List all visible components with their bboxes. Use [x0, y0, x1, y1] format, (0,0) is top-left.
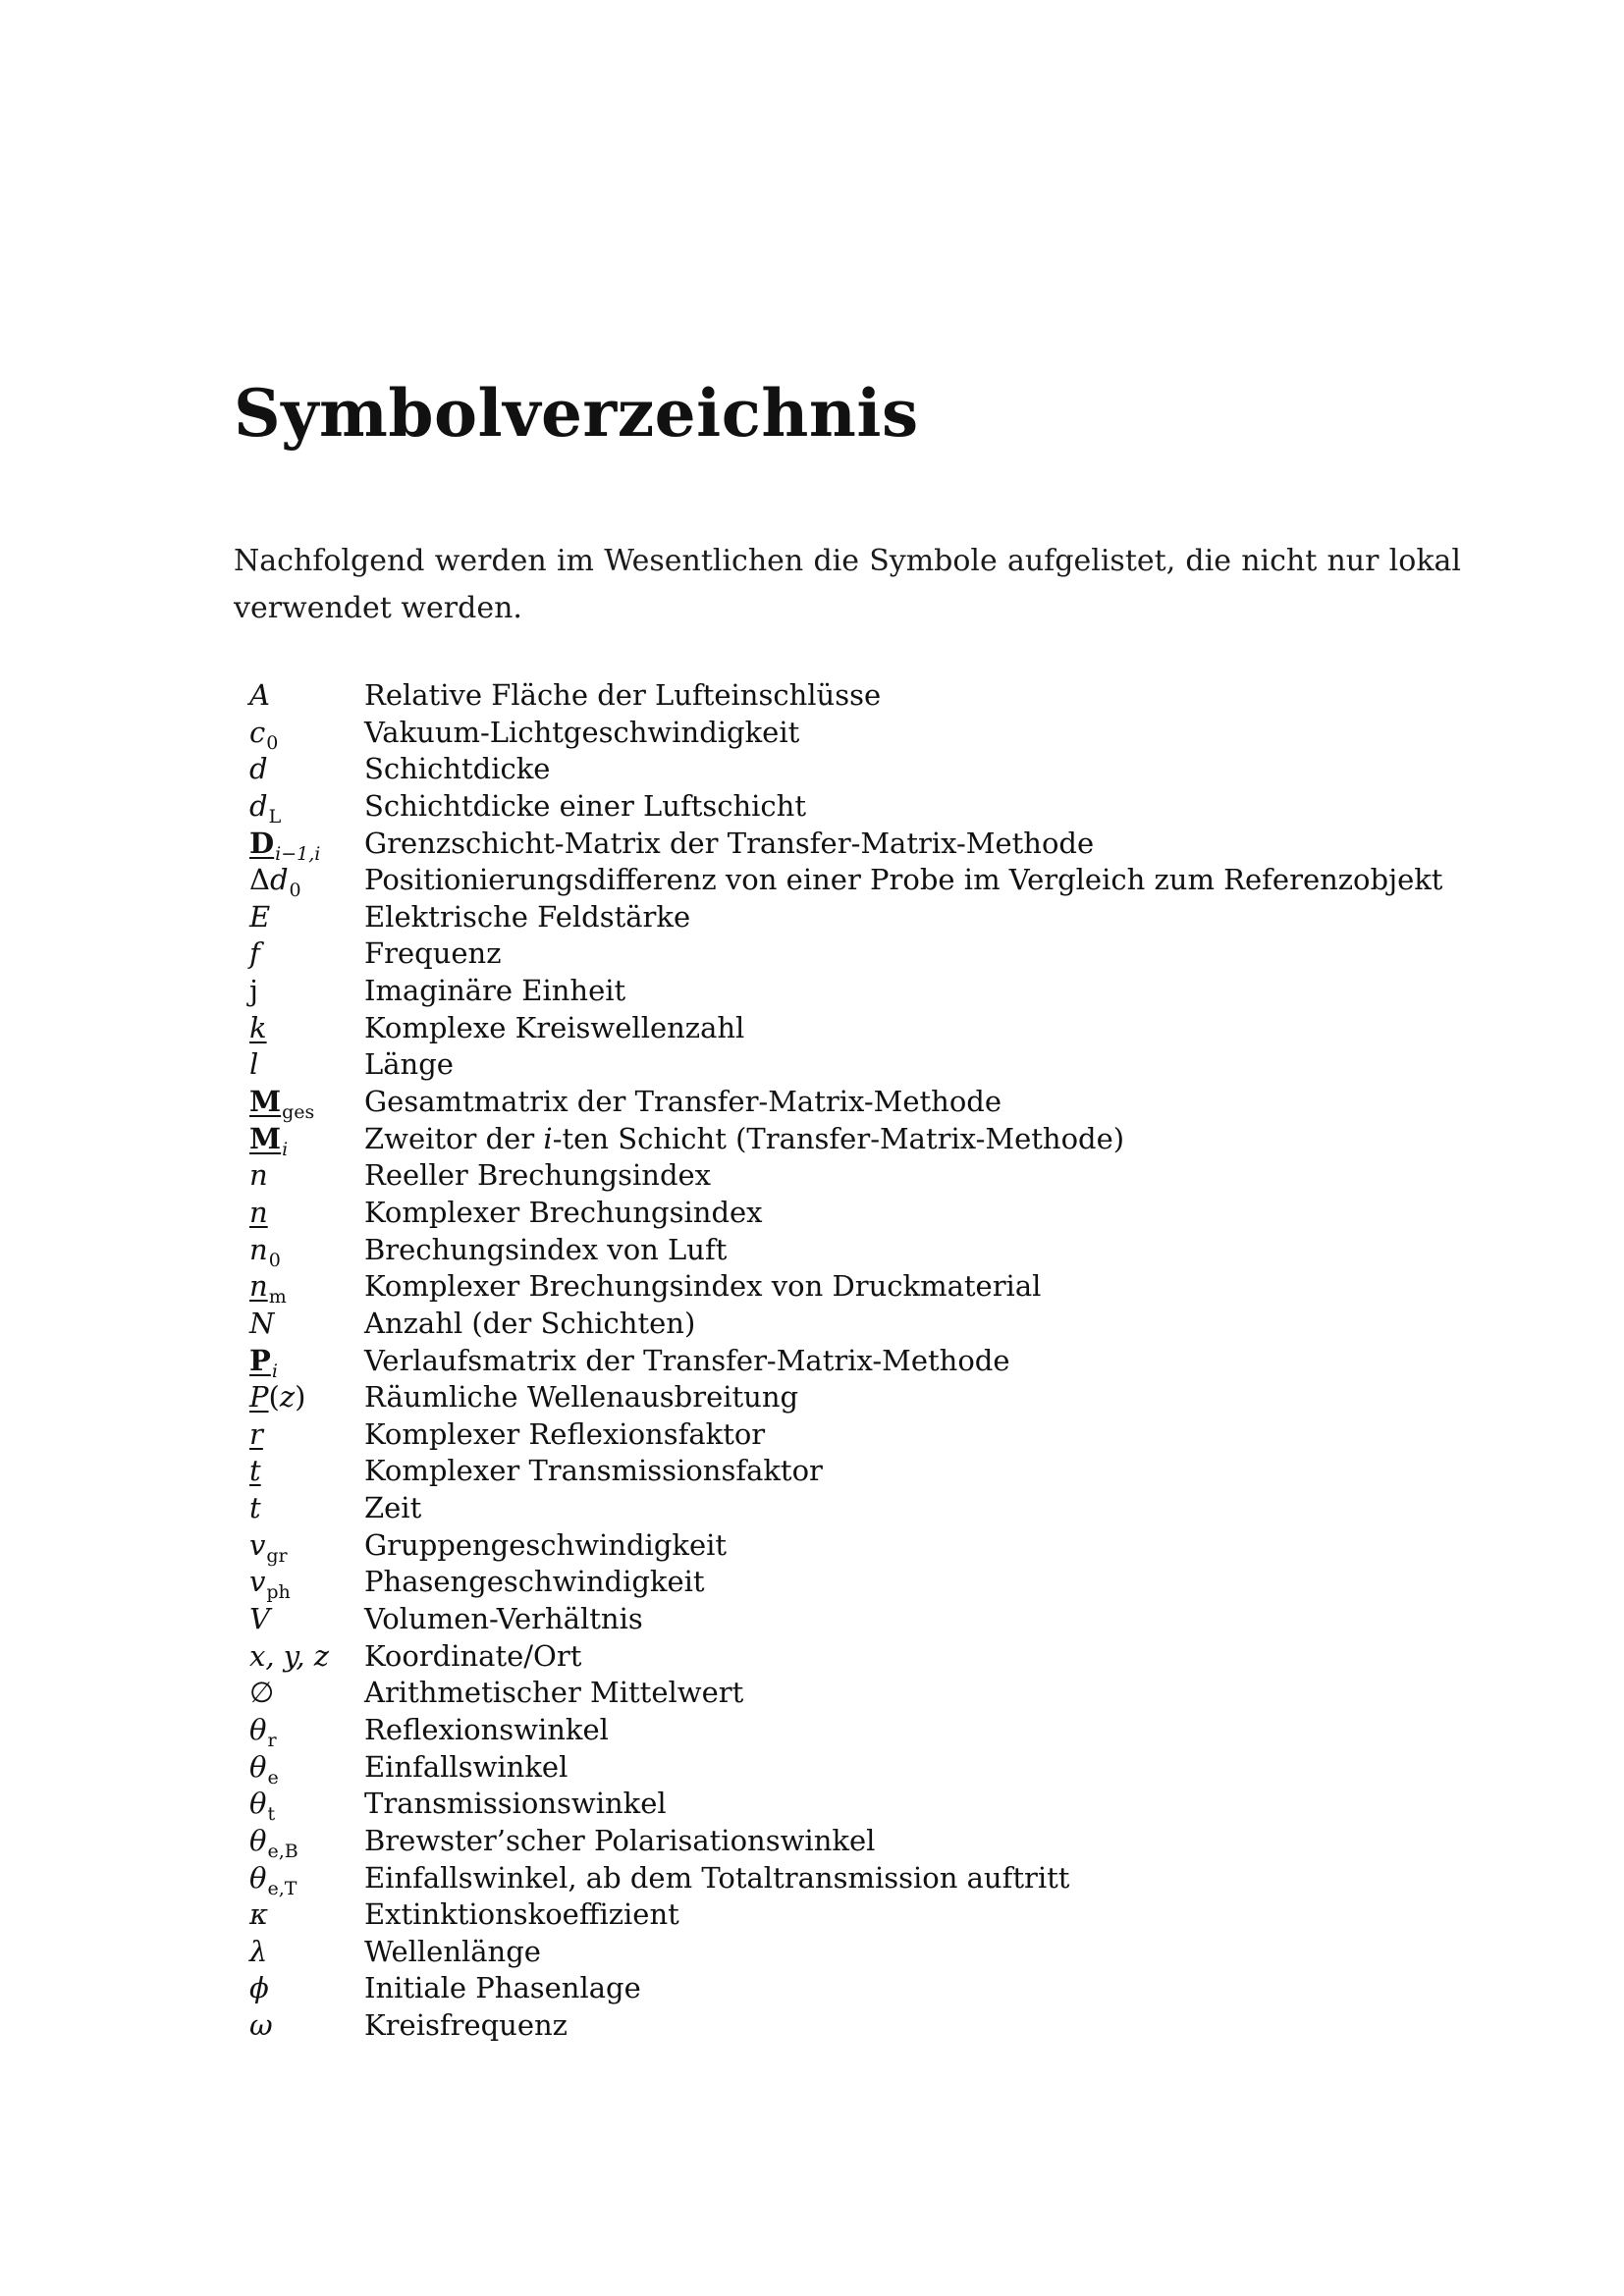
symbol — [234, 2007, 364, 2045]
symbol-description: Anzahl (der Schichten) — [364, 1306, 696, 1340]
symbol-base: d — [249, 752, 268, 786]
page-title: Symbolverzeichnis — [234, 375, 919, 452]
symbol-base: j — [249, 974, 258, 1008]
symbol-description: Phasengeschwindigkeit — [364, 1565, 705, 1599]
symbol-base: t — [249, 1454, 261, 1488]
symbol-row — [234, 1268, 1442, 1306]
symbol-description: Grenzschicht-Matrix der Transfer-Matrix-Methode — [364, 826, 1095, 860]
symbol-description: Verlaufsmatrix der Transfer-Matrix-Methode — [364, 1343, 1010, 1377]
symbol-subscript: i — [282, 1138, 289, 1160]
symbol-row — [234, 677, 1442, 715]
symbol — [234, 1195, 364, 1232]
symbol-subscript: e,T — [267, 1877, 298, 1899]
symbol-base: θ — [249, 1823, 267, 1857]
symbol-list — [234, 677, 1442, 2045]
symbol-subscript: ges — [282, 1101, 315, 1124]
symbol-subscript: r — [267, 1729, 277, 1751]
symbol — [234, 935, 364, 973]
symbol — [234, 1453, 364, 1490]
symbol-row — [234, 1416, 1442, 1454]
symbol-base: V — [249, 1602, 270, 1636]
symbol-subscript: e,B — [267, 1840, 298, 1862]
symbol-base: ϕ — [249, 1971, 269, 2005]
symbol-row — [234, 862, 1443, 902]
symbol — [234, 1675, 364, 1712]
symbol-prefix: Δ — [249, 863, 270, 897]
symbol-base: θ — [249, 1787, 267, 1821]
description-text: Zweitor der — [364, 1121, 544, 1155]
symbol-row — [234, 826, 1442, 863]
symbol-row — [234, 1638, 1442, 1676]
symbol-subscript: gr — [266, 1544, 288, 1567]
symbol-base: n — [249, 1195, 268, 1229]
symbol-base: r — [249, 1416, 263, 1451]
symbol-subscript: e — [267, 1766, 279, 1789]
symbol-row — [234, 973, 1442, 1010]
symbol-subscript: m — [268, 1286, 287, 1308]
symbol-description: Einfallswinkel, ab dem Totaltransmission auftritt — [364, 1860, 1070, 1895]
symbol — [234, 1416, 364, 1454]
symbol-base: v — [249, 1527, 266, 1562]
symbol-base: v — [249, 1565, 266, 1599]
symbol-argument-variable: z — [279, 1380, 296, 1415]
symbol-description: Kreisfrequenz — [364, 2008, 568, 2043]
symbol-description: Komplexer Brechungsindex — [364, 1195, 763, 1229]
symbol-base: θ — [249, 1749, 267, 1784]
symbol-description: Komplexer Brechungsindex von Druckmaterial — [364, 1269, 1042, 1304]
symbol — [234, 1046, 364, 1084]
symbol — [234, 899, 364, 936]
symbol-subscript: 0 — [289, 880, 301, 902]
symbol-description: Arithmetischer Mittelwert — [364, 1676, 744, 1710]
symbol-description: Einfallswinkel — [364, 1749, 568, 1784]
symbol-row — [234, 899, 1442, 936]
symbol-description: Länge — [364, 1047, 454, 1082]
symbol — [234, 1157, 364, 1195]
symbol-argument — [269, 1380, 306, 1414]
description-text: -ten Schicht (Transfer-Matrix-Methode) — [552, 1121, 1125, 1155]
symbol-row — [234, 1970, 1442, 2007]
symbol-row — [234, 1084, 1442, 1124]
symbol-row — [234, 1749, 1442, 1787]
symbol-row — [234, 1232, 1442, 1269]
symbol-row — [234, 1046, 1442, 1084]
symbol-row — [234, 1934, 1442, 1971]
symbol-base: d — [249, 788, 268, 823]
symbol-base: M — [249, 1085, 282, 1119]
symbol-subscript: 0 — [266, 731, 279, 754]
symbol-row — [234, 1453, 1442, 1490]
symbol-subscript: L — [268, 805, 282, 828]
symbol-base: k — [249, 1010, 267, 1044]
symbol-description: Reflexionswinkel — [364, 1712, 609, 1746]
symbol-base: κ — [249, 1897, 269, 1932]
symbol-description: Schichtdicke — [364, 752, 551, 786]
symbol-base: ω — [249, 2008, 273, 2043]
symbol-base: f — [249, 936, 260, 971]
symbol-base: t — [249, 1491, 261, 1525]
symbol — [234, 1601, 364, 1638]
symbol-subscript: t — [267, 1803, 276, 1826]
symbol-subscript: 0 — [268, 1249, 281, 1271]
symbol-row — [234, 788, 1442, 826]
symbol-subscript: i — [271, 1360, 278, 1382]
symbol-row — [234, 1675, 1442, 1712]
intro-paragraph: Nachfolgend werden im Wesentlichen die Symbole aufgelistet, die nicht nur lokal verwendet werden. — [234, 544, 1461, 625]
symbol-base: n — [249, 1269, 268, 1304]
symbol-row — [234, 935, 1442, 973]
symbol-base: c — [249, 715, 266, 749]
symbol-description: Vakuum-Lichtgeschwindigkeit — [364, 715, 800, 749]
symbol — [234, 1970, 364, 2007]
symbol-row — [234, 1786, 1442, 1826]
symbol-row — [234, 1712, 1442, 1749]
symbol-row — [234, 2007, 1442, 2045]
description-variable: i — [543, 1121, 553, 1155]
symbol-description: Komplexer Reflexionsfaktor — [364, 1416, 766, 1451]
symbol-base: M — [249, 1121, 282, 1155]
symbol-row — [234, 1121, 1442, 1158]
symbol-row — [234, 751, 1442, 788]
symbol — [234, 1010, 364, 1047]
symbol-subscript: i−1,i — [275, 842, 321, 865]
symbol — [234, 1306, 364, 1343]
symbol-description: Räumliche Wellenausbreitung — [364, 1380, 799, 1415]
symbol-row — [234, 1823, 1442, 1860]
symbol-description: Brechungsindex von Luft — [364, 1232, 728, 1266]
symbol-base: θ — [249, 1860, 267, 1895]
symbol-row — [234, 1195, 1442, 1232]
symbol-row — [234, 1527, 1442, 1565]
symbol-description: Positionierungsdifferenz von einer Probe im Vergleich zum Referenzobjekt — [364, 863, 1443, 897]
symbol — [234, 677, 364, 715]
symbol-subscript: ph — [266, 1581, 291, 1604]
symbol-base: E — [249, 899, 271, 934]
symbol-description: Extinktionskoeffizient — [364, 1897, 679, 1932]
symbol — [234, 1896, 364, 1934]
symbol-base: n — [249, 1158, 268, 1193]
symbol-base: P — [249, 1343, 271, 1377]
symbol-row — [234, 1306, 1442, 1343]
symbol — [234, 1379, 364, 1416]
symbol-description: Komplexe Kreiswellenzahl — [364, 1010, 745, 1044]
symbol-description: Relative Fläche der Lufteinschlüsse — [364, 678, 882, 712]
symbol-row — [234, 1379, 1442, 1416]
symbol-base: x, y, z — [249, 1638, 330, 1673]
symbol-description: Zeit — [364, 1491, 422, 1525]
symbol-row — [234, 1010, 1442, 1047]
symbol-description: Gruppengeschwindigkeit — [364, 1527, 728, 1562]
symbol-base: θ — [249, 1712, 267, 1746]
symbol-description — [364, 1121, 1124, 1158]
symbol-description: Koordinate/Ort — [364, 1638, 582, 1673]
symbol-row — [234, 1860, 1442, 1897]
symbol-description: Brewster’scher Polarisationswinkel — [364, 1823, 876, 1857]
symbol-description: Imaginäre Einheit — [364, 974, 626, 1008]
symbol-description: Schichtdicke einer Luftschicht — [364, 788, 806, 823]
symbol-description: Komplexer Transmissionsfaktor — [364, 1454, 823, 1488]
symbol-base: n — [249, 1232, 268, 1266]
symbol-row — [234, 1157, 1442, 1195]
symbol — [234, 1934, 364, 1971]
symbol-base: λ — [249, 1934, 268, 1968]
symbol-description: Initiale Phasenlage — [364, 1971, 641, 2005]
symbol-description: Gesamtmatrix der Transfer-Matrix-Methode — [364, 1085, 1002, 1119]
symbol-base: d — [269, 863, 289, 897]
symbol — [234, 1638, 364, 1676]
symbol-row — [234, 1490, 1442, 1527]
symbol-base: N — [249, 1306, 275, 1340]
symbol-base: A — [249, 678, 270, 712]
symbol-description: Frequenz — [364, 936, 502, 971]
symbol-base: P — [249, 1380, 269, 1415]
symbol-row — [234, 1601, 1442, 1638]
symbol-row — [234, 1564, 1442, 1604]
symbol-row — [234, 1343, 1442, 1380]
symbol-paren: ) — [295, 1380, 306, 1415]
symbol-description: Volumen-Verhältnis — [364, 1602, 643, 1636]
symbol — [234, 1490, 364, 1527]
symbol — [234, 751, 364, 788]
symbol-description: Wellenlänge — [364, 1934, 541, 1968]
symbol-description: Reeller Brechungsindex — [364, 1158, 712, 1193]
symbol-description: Transmissionswinkel — [364, 1787, 667, 1821]
symbol-paren: ( — [268, 1380, 280, 1415]
symbol-description: Elektrische Feldstärke — [364, 899, 691, 934]
symbol — [234, 973, 364, 1010]
symbol-base: ∅ — [249, 1676, 275, 1710]
symbol-base: l — [249, 1047, 259, 1082]
symbol-row — [234, 1896, 1442, 1934]
symbol-base: D — [249, 826, 275, 860]
symbol-row — [234, 715, 1442, 752]
